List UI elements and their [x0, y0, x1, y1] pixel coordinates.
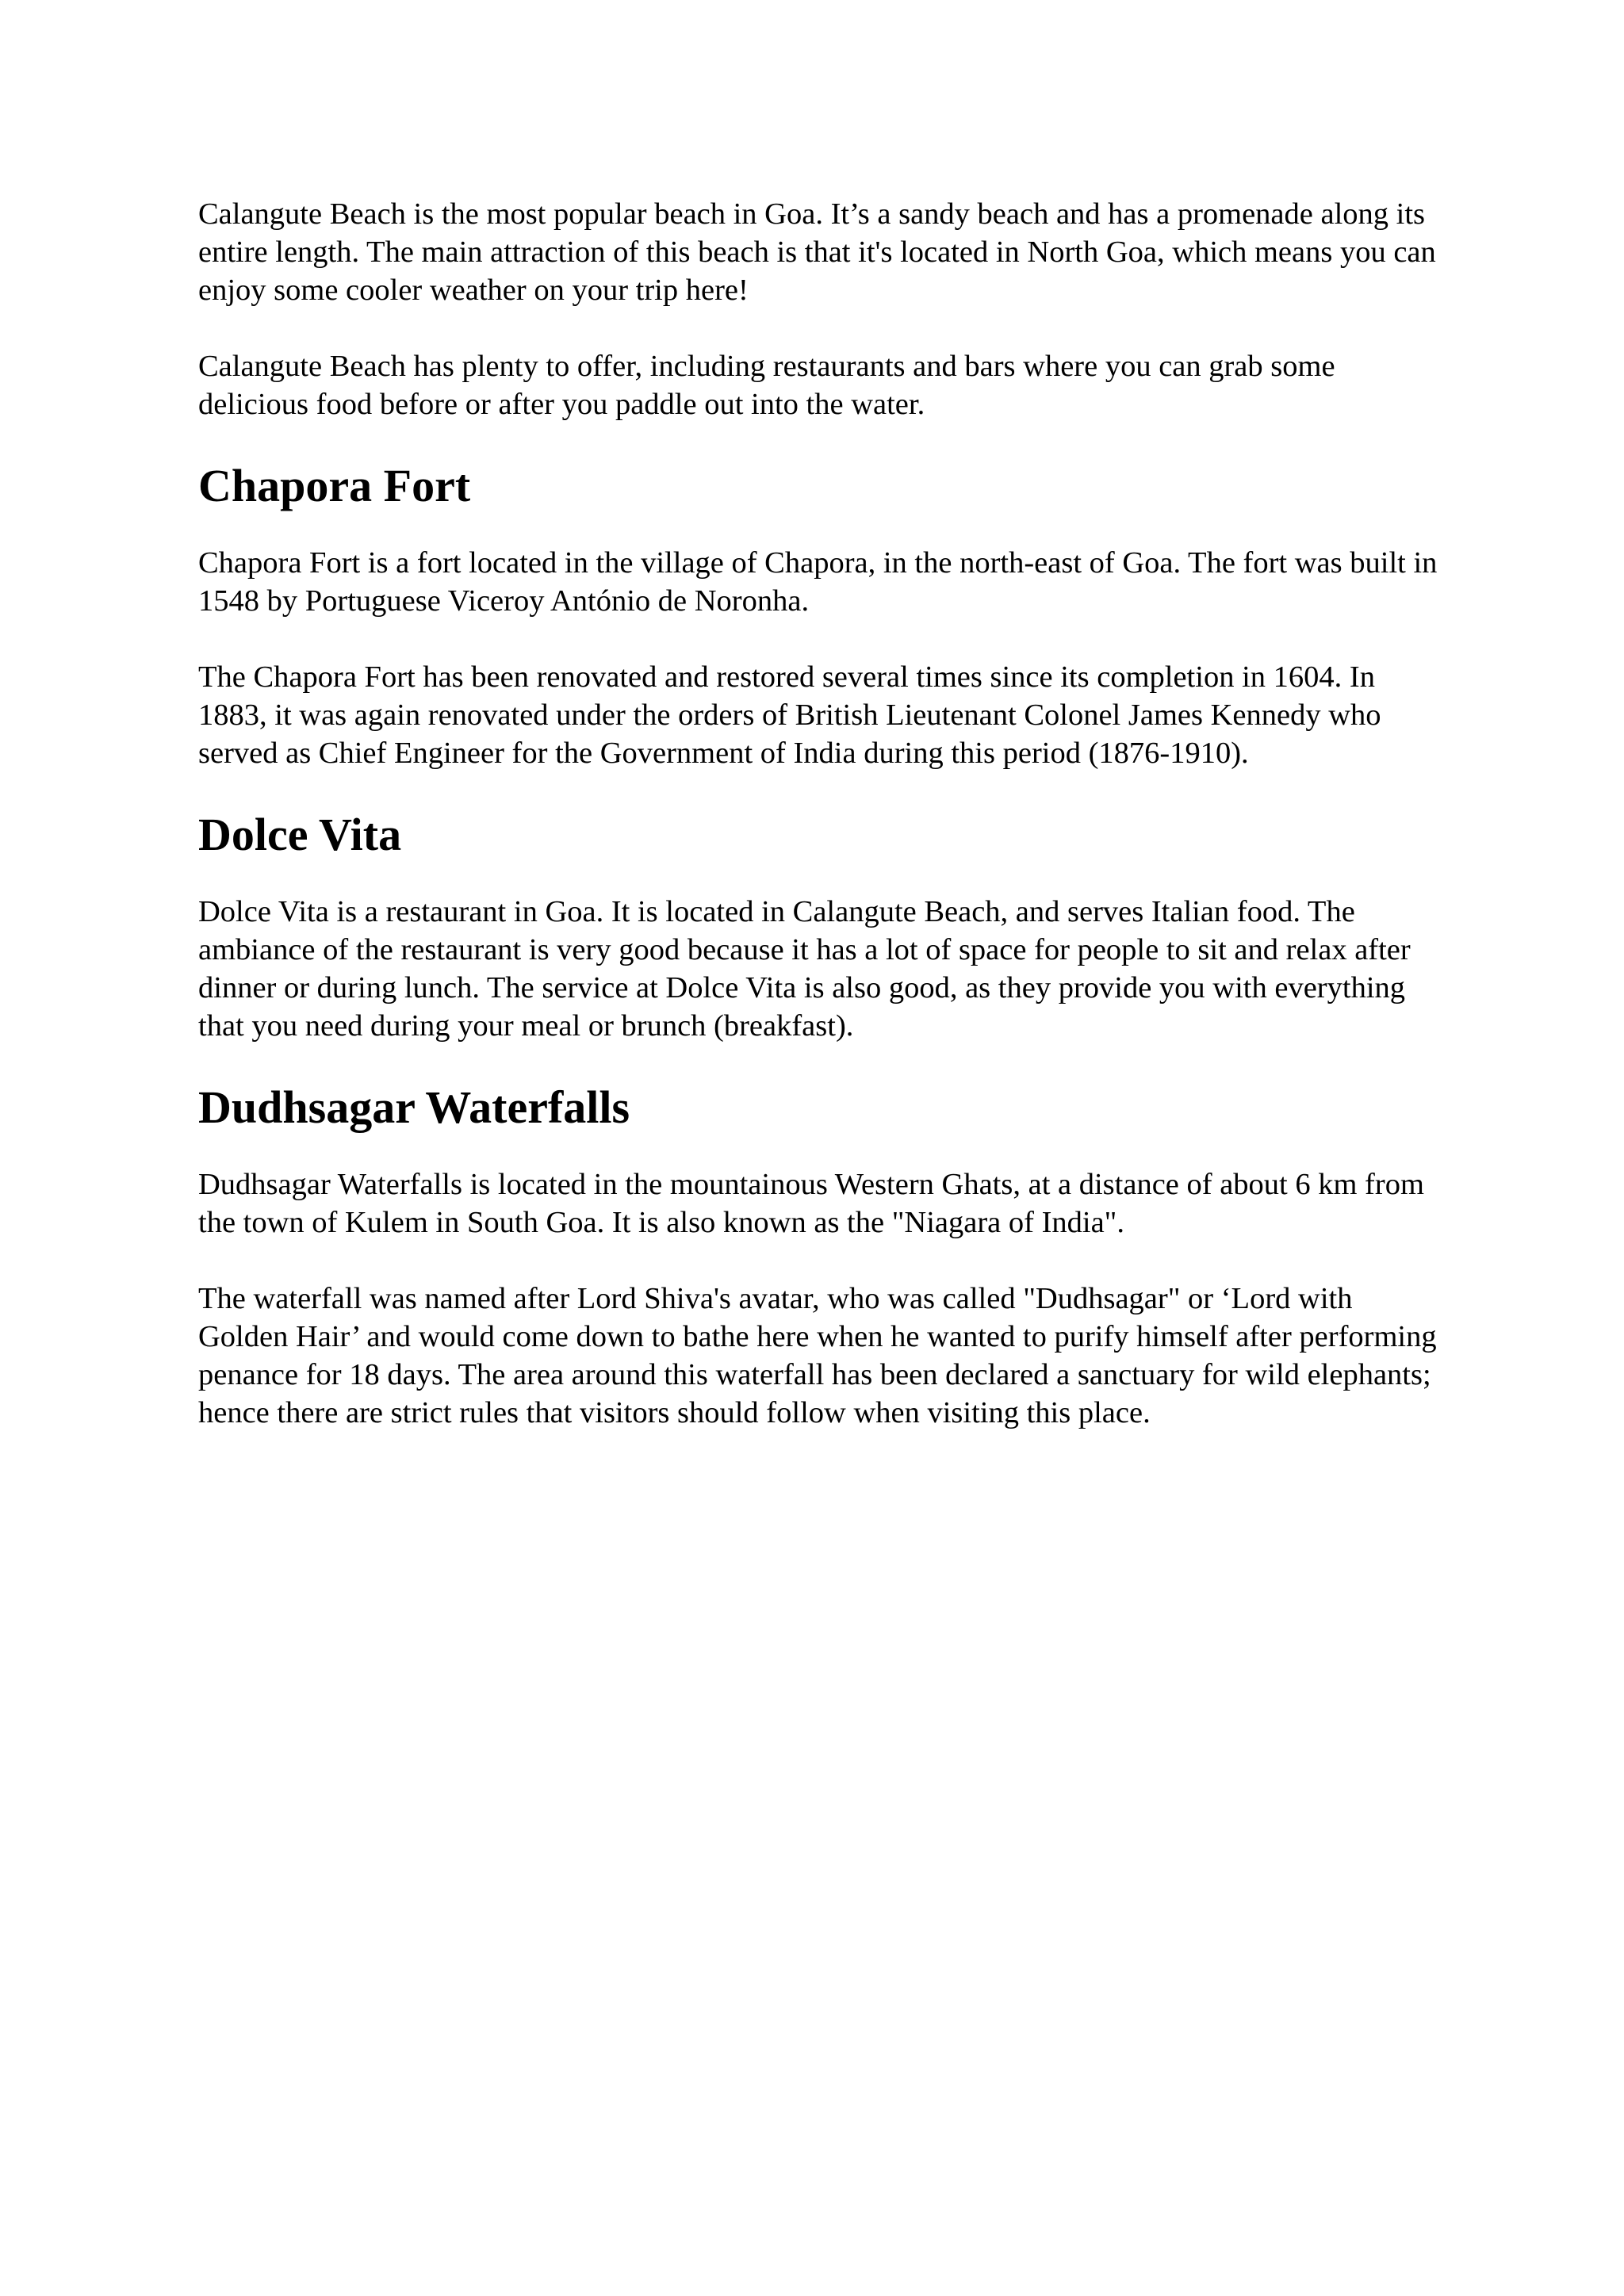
- chapora-paragraph-1: Chapora Fort is a fort located in the village of Chapora, in the north-east of Goa. The fort was built in 1548 by Portuguese Viceroy António de Noronha.: [198, 546, 1438, 618]
- dolce-vita-heading: Dolce Vita: [198, 809, 402, 860]
- dudhsagar-paragraph-1: Dudhsagar Waterfalls is located in the mountainous Western Ghats, at a distance of about 6 km from the town of Kulem in South Goa. It is also known as the "Niagara of India".: [198, 1168, 1424, 1239]
- calangute-paragraph-2: Calangute Beach has plenty to offer, including restaurants and bars where you can grab some delicious food before or after you paddle out into the water.: [198, 350, 1335, 421]
- chapora-paragraph-2: The Chapora Fort has been renovated and restored several times since its completion in 1604. In 1883, it was again renovated under the orders of British Lieutenant Colonel James Kennedy who served as Chief Engineer for the Government of India during this period (1876-1910).: [198, 660, 1381, 770]
- chapora-fort-heading: Chapora Fort: [198, 460, 471, 511]
- calangute-paragraph-1: Calangute Beach is the most popular beach in Goa. It’s a sandy beach and has a promenade along its entire length. The main attraction of this beach is that it's located in North Goa, which means you can enjoy some cooler weather on your trip here!: [198, 197, 1436, 307]
- dudhsagar-paragraph-2: The waterfall was named after Lord Shiva's avatar, who was called "Dudhsagar" or ‘Lord with Golden Hair’ and would come down to bathe here when he wanted to purify himself after performing penance for 18 days. The area around this waterfall has been declared a sanctuary for wild elephants; hence there are strict rules that visitors should follow when visiting this place.: [198, 1282, 1437, 1429]
- dolce-vita-paragraph-1: Dolce Vita is a restaurant in Goa. It is located in Calangute Beach, and serves Italian food. The ambiance of the restaurant is very good because it has a lot of space for people to sit and relax after dinner or during lunch. The service at Dolce Vita is also good, as they provide you with everything that you need during your meal or brunch (breakfast).: [198, 895, 1411, 1043]
- document-page: [198, 195, 1443, 1432]
- dudhsagar-heading: Dudhsagar Waterfalls: [198, 1081, 630, 1133]
